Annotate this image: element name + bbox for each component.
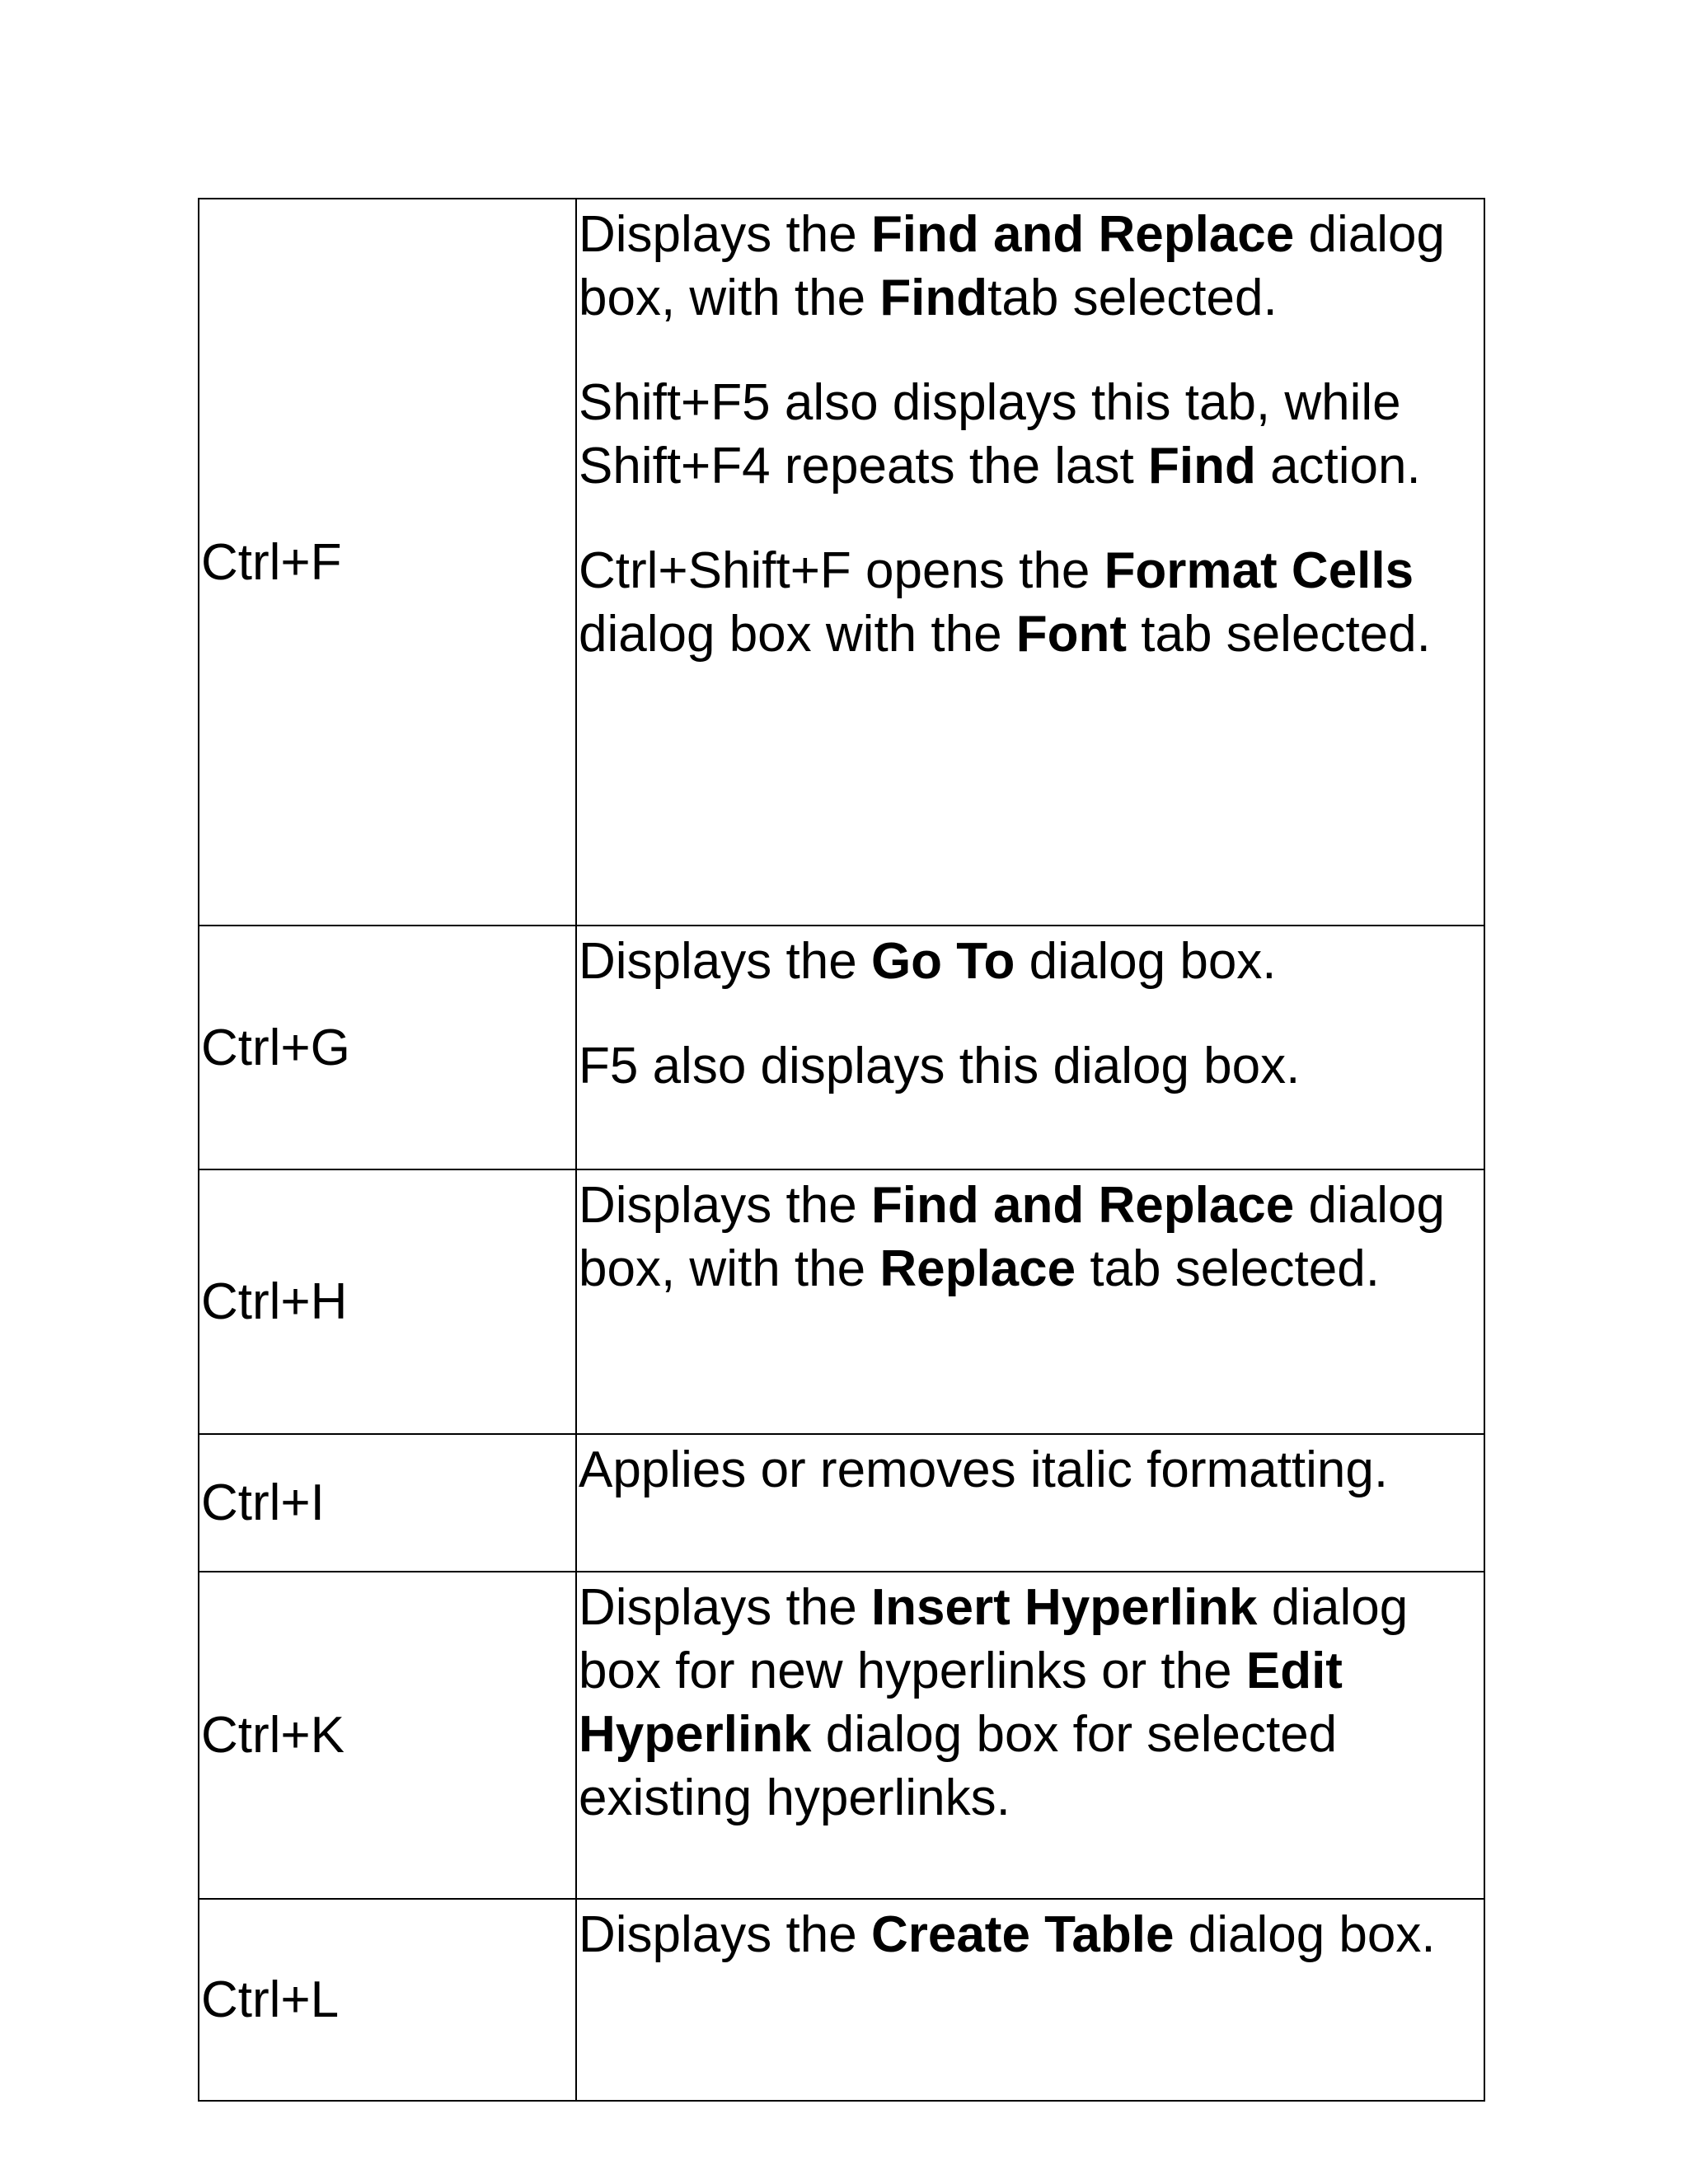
description-paragraph: Displays the Go To dialog box. — [579, 933, 1277, 990]
description-paragraph: Shift+F5 also displays this tab, while Shift+F4 repeats the last Find action. — [579, 374, 1421, 494]
table-row — [199, 1169, 1484, 1434]
shortcut-key: Ctrl+G — [199, 926, 576, 1169]
description-paragraph: F5 also displays this dialog box. — [579, 1038, 1301, 1094]
shortcut-key: Ctrl+F — [199, 199, 576, 926]
table-row — [199, 1434, 1484, 1572]
shortcut-description — [576, 1572, 1484, 1899]
shortcut-description — [576, 199, 1484, 926]
shortcut-key: Ctrl+K — [199, 1572, 576, 1899]
description-paragraph: Displays the Insert Hyperlink dialog box for new hyperlinks or the Edit Hyperlink dialog box for selected existing hyperlinks. — [579, 1579, 1409, 1826]
shortcut-key: Ctrl+I — [199, 1434, 576, 1572]
description-paragraph: Displays the Create Table dialog box. — [579, 1906, 1436, 1963]
shortcut-key: Ctrl+L — [199, 1899, 576, 2101]
table-row — [199, 199, 1484, 926]
shortcut-key: Ctrl+H — [199, 1169, 576, 1434]
shortcut-table — [198, 198, 1485, 2102]
table-row — [199, 1899, 1484, 2101]
shortcut-description — [576, 926, 1484, 1169]
shortcut-description — [576, 1434, 1484, 1572]
description-paragraph: Displays the Find and Replace dialog box, with the Findtab selected. — [579, 206, 1445, 326]
description-paragraph: Applies or removes italic formatting. — [579, 1441, 1389, 1498]
description-paragraph: Ctrl+Shift+F opens the Format Cells dialog box with the Font tab selected. — [579, 542, 1431, 663]
table-row — [199, 1572, 1484, 1899]
description-paragraph: Displays the Find and Replace dialog box, with the Replace tab selected. — [579, 1177, 1445, 1297]
shortcut-description — [576, 1169, 1484, 1434]
shortcut-description — [576, 1899, 1484, 2101]
table-row — [199, 926, 1484, 1169]
